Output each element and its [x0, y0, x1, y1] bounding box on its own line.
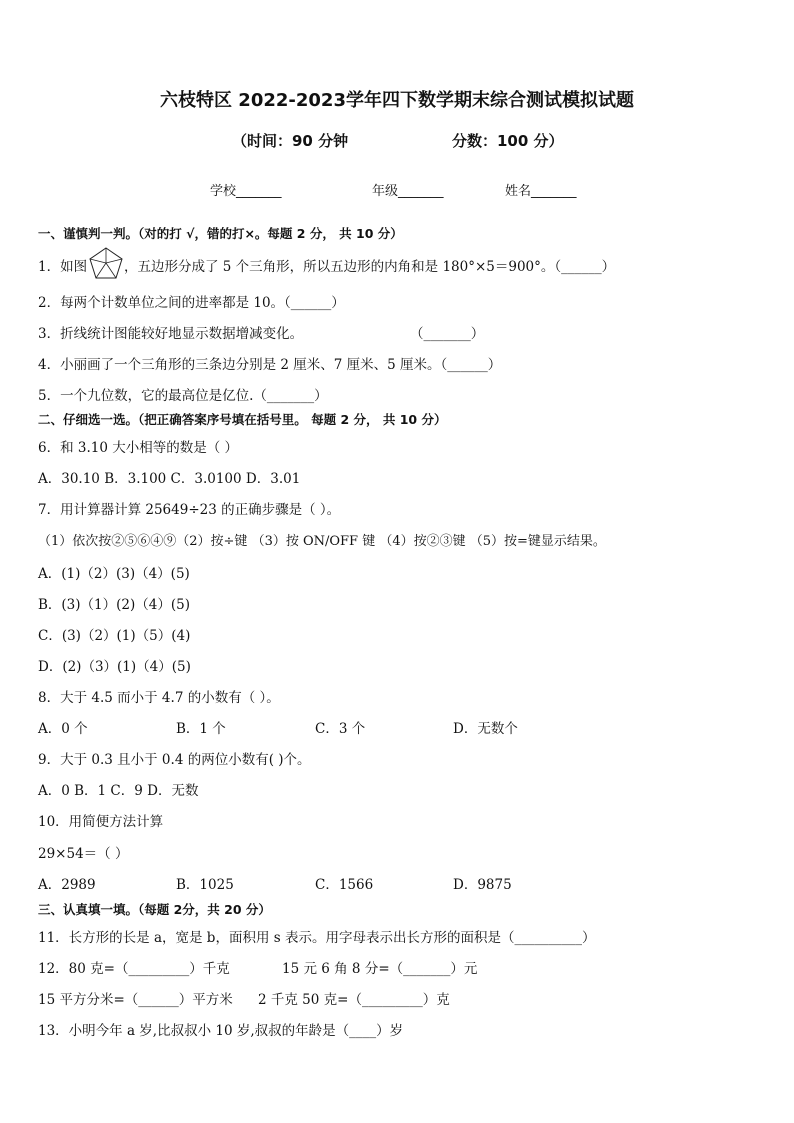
question-10-option-b: B．1025 — [176, 877, 234, 893]
question-12-part-3: 15 平方分米=（______）平方米 — [38, 992, 233, 1008]
question-8: 8．大于 4.5 而小于 4.7 的小数有（ ）。 — [38, 690, 280, 706]
question-7-steps: （1）依次按②⑤⑥④⑨（2）按÷键 （3）按 ON/OFF 键 （4）按②③键 （5）按=键显示结果。 — [38, 534, 606, 549]
question-6: 6．和 3.10 大小相等的数是（ ） — [38, 440, 239, 456]
question-7-option-a: A．(1)（2）(3)（4）(5) — [38, 566, 190, 582]
question-7-option-b: B．(3)（1）(2)（4）(5) — [38, 597, 190, 613]
section-1-heading: 一、谨慎判一判。（对的打 √，错的打×。每题 2 分， 共 10 分） — [38, 226, 403, 241]
question-8-option-d: D．无数个 — [453, 721, 518, 737]
question-7: 7．用计算器计算 25649÷23 的正确步骤是（ ）。 — [38, 502, 341, 518]
exam-score: 分数：100 分） — [452, 132, 564, 150]
question-10: 10．用简便方法计算 — [38, 814, 164, 830]
question-5: 5．一个九位数，它的最高位是亿位.（_______） — [38, 388, 328, 404]
section-2-heading: 二、仔细选一选。（把正确答案序号填在括号里。 每题 2 分， 共 10 分） — [38, 412, 447, 427]
question-4: 4．小丽画了一个三角形的三条边分别是 2 厘米、7 厘米、5 厘米。（______） — [38, 357, 502, 373]
question-12-part-4: 2 千克 50 克=（_________）克 — [258, 992, 450, 1008]
exam-time: （时间：90 分钟 — [232, 132, 349, 150]
question-3: 3．折线统计图能较好地显示数据增减变化。 — [38, 326, 304, 342]
question-3-blank: （_______） — [410, 326, 485, 342]
school-field: 学校_______ — [210, 184, 282, 199]
question-12-part-1: 12．80 克=（_________）千克 — [38, 961, 230, 977]
question-12-part-2: 15 元 6 角 8 分=（_______）元 — [282, 961, 478, 977]
section-3-heading: 三、认真填一填。（每题 2分，共 20 分） — [38, 902, 271, 917]
question-9: 9．大于 0.3 且小于 0.4 的两位小数有( )个。 — [38, 752, 311, 768]
name-field: 姓名_______ — [505, 184, 577, 199]
question-11: 11．长方形的长是 a，宽是 b，面积用 s 表示。用字母表示出长方形的面积是（__________） — [38, 930, 596, 946]
page-title: 六枝特区 2022-2023学年四下数学期末综合测试模拟试题 — [160, 90, 634, 111]
question-8-option-b: B．1 个 — [176, 721, 226, 737]
question-2: 2．每两个计数单位之间的进率都是 10。（______） — [38, 295, 345, 311]
question-10-expression: 29×54＝（ ） — [38, 846, 129, 862]
grade-field: 年级_______ — [372, 184, 444, 199]
question-6-options: A．30.10 B．3.100 C．3.0100 D．3.01 — [38, 471, 301, 487]
question-10-option-d: D．9875 — [453, 877, 512, 893]
question-10-option-c: C．1566 — [315, 877, 374, 893]
question-7-option-c: C．(3)（2）(1)（5）(4) — [38, 628, 191, 644]
question-8-option-a: A．0 个 — [38, 721, 88, 737]
pentagon-figure — [88, 246, 124, 280]
question-10-option-a: A．2989 — [38, 877, 96, 893]
question-1-text: ，五边形分成了 5 个三角形，所以五边形的内角和是 180°×5＝900°。（______） — [124, 259, 616, 275]
question-9-options: A．0 B．1 C．9 D．无数 — [38, 783, 199, 799]
question-1-prefix: 1．如图 — [38, 259, 88, 275]
question-13: 13．小明今年 a 岁,比叔叔小 10 岁,叔叔的年龄是（____）岁 — [38, 1023, 404, 1039]
question-7-option-d: D．(2)（3）(1)（4）(5) — [38, 659, 191, 675]
question-8-option-c: C．3 个 — [315, 721, 366, 737]
